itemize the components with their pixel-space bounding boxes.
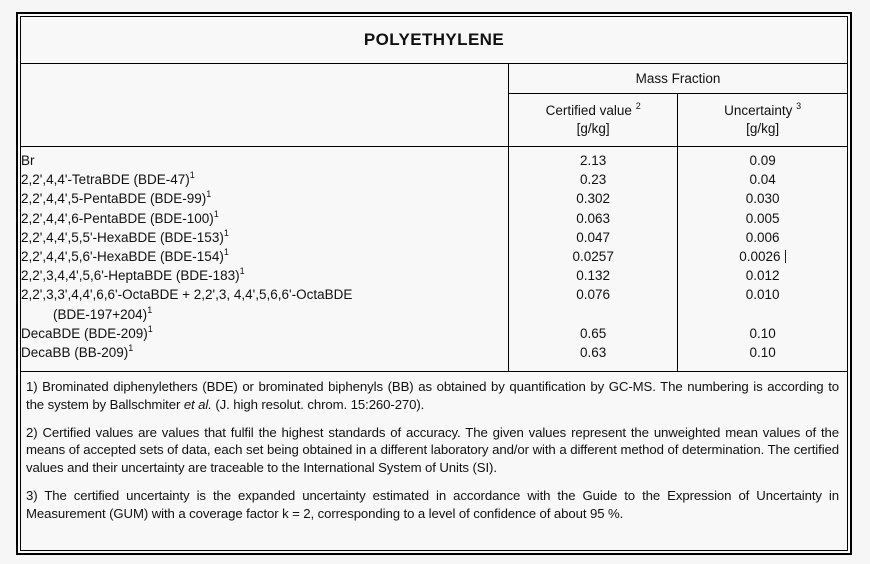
mass-fraction-header: Mass Fraction [509, 64, 847, 94]
footnote-ref-1: 1 [239, 266, 245, 277]
compound-name-cell [21, 343, 509, 372]
uncertainty-value-cell: 0.0026 [678, 247, 847, 266]
table-row [21, 228, 847, 247]
compound-name-cell [21, 247, 509, 266]
compound-name-cell [21, 324, 509, 343]
compound-name-cell [21, 170, 509, 189]
compound-name-line: Br [21, 153, 35, 168]
footnote-ref-1: 1 [189, 170, 195, 181]
data-rows [21, 147, 847, 372]
footnote-text: 3) The certified uncertainty is the expanded uncertainty estimated in accordance with the Guide to the Expression of Uncertainty in Measurement (GUM) with a coverage factor k = 2, corresponding to a level of confidence of about 95 %. [26, 488, 839, 521]
certified-value-cell: 0.23 [509, 170, 678, 189]
table-row [21, 189, 847, 208]
table-row [21, 247, 847, 266]
uncertainty-value-cell: 0.04 [749, 172, 776, 188]
table-row [21, 170, 847, 189]
uncertainty-unit: [g/kg] [746, 121, 780, 136]
page-title: POLYETHYLENE [21, 17, 847, 64]
compound-name-line: $(BDE-197+204)^1$ [53, 304, 153, 322]
compound-name-line: 2,2',4,4',5-PentaBDE $(BDE-99)^1$ [21, 189, 212, 207]
certified-value-unit: [g/kg] [576, 121, 610, 136]
certified-value-cell: 0.65 [509, 324, 678, 343]
certified-value-cell: 2.13 [509, 147, 678, 171]
uncertainty-value-cell: 0.030 [745, 191, 780, 207]
empty-corner-cell [21, 64, 509, 147]
footnote-ref-1: 1 [206, 189, 212, 200]
certified-values-table [21, 17, 847, 372]
uncertainty-value-cell: 0.10 [749, 325, 776, 341]
footnote-ref-1: 1 [213, 208, 219, 219]
footnote-ref-3: 3 [796, 101, 802, 111]
uncertainty-value-cell: 0.09 [749, 153, 776, 168]
document-frame [16, 12, 852, 555]
table-row [21, 343, 847, 372]
compound-name-line: DecaBB $(BB-209)^1$ [21, 343, 134, 361]
compound-name-line: 2,2',4,4'-TetraBDE $(BDE-47)^1$ [21, 170, 195, 188]
compound-name-cell [21, 189, 509, 208]
certificate-table-container [20, 16, 848, 551]
uncertainty-column-header [678, 94, 847, 147]
compound-name-cell [21, 285, 509, 323]
uncertainty-value-cell: 0.010 [745, 287, 780, 303]
uncertainty-value-cell: 0.10 [678, 343, 847, 372]
compound-name-line: 2,2',3,4,4',5,6'-HeptaBDE $(BDE-183)^1$ [21, 266, 245, 284]
group-header-row [21, 64, 847, 94]
compound-name-line: DecaBDE $(BDE-209)^1$ [21, 323, 153, 341]
footnote-ref-1: 1 [223, 227, 229, 238]
uncertainty-value-cell: 0.012 [745, 268, 780, 284]
certified-value-column-header [509, 94, 678, 147]
certified-value-cell: 0.076 [509, 285, 678, 323]
footnote-text: 2) Certified values are values that fulfil the highest standards of accuracy. The given values represent the unweighted mean values of the means of accepted sets of data, each set being obtained in a different laboratory and/or with a different method of determination. The certified values and their uncertainty are traceable to the International System of Units (SI). [26, 425, 839, 475]
footnote [26, 378, 839, 413]
footnote-text: (J. high resolut. chrom. 15:260-270). [211, 396, 425, 412]
footnotes-section [21, 372, 847, 550]
certified-value-cell: 0.63 [509, 343, 678, 372]
compound-name-cell [21, 147, 509, 171]
footnote-text: 1) Brominated diphenylethers (BDE) or brominated biphenyls (BB) as obtained by quantification by GC-MS. The numbering is according to the system by Ballschmiter [26, 379, 839, 412]
compound-name-line: 2,2',4,4',5,6'-HexaBDE $(BDE-154)^1$ [21, 247, 229, 265]
footnote-italic-text: et al. [183, 396, 212, 412]
footnote [26, 424, 839, 476]
certified-value-cell: 0.047 [509, 228, 678, 247]
compound-name-line: 2,2',4,4',5,5'-HexaBDE $(BDE-153)^1$ [21, 227, 229, 245]
uncertainty-value-cell: 0.005 [745, 210, 780, 226]
certified-value-cell: 0.302 [509, 189, 678, 208]
table-row [21, 147, 847, 171]
title-row [21, 17, 847, 64]
footnote [26, 487, 839, 522]
uncertainty-value-cell: 0.006 [745, 229, 780, 245]
certified-value-cell: 0.0257 [509, 247, 678, 266]
table-row [21, 266, 847, 285]
compound-name-cell [21, 209, 509, 228]
table-row [21, 324, 847, 343]
footnote-ref-1: 1 [128, 343, 134, 354]
uncertainty-label: Uncertainty [724, 103, 793, 118]
compound-name-line: 2,2',4,4',6-PentaBDE $(BDE-100)^1$ [21, 208, 219, 226]
cursor-artifact [785, 250, 787, 263]
table-row [21, 285, 847, 323]
compound-name-cell [21, 266, 509, 285]
footnote-ref-1: 1 [147, 304, 153, 315]
compound-name-cell [21, 228, 509, 247]
compound-name-line: 2,2',3,3',4,4',6,6'-OctaBDE + 2,2',3, 4,4',5,6,6'-OctaBDE [21, 287, 353, 303]
footnote-ref-2: 2 [635, 101, 641, 111]
certified-value-label: Certified value [545, 103, 632, 118]
footnote-ref-1: 1 [147, 323, 153, 334]
certified-value-cell: 0.132 [509, 266, 678, 285]
footnote-ref-1: 1 [223, 247, 229, 258]
certified-value-cell: 0.063 [509, 209, 678, 228]
table-row [21, 209, 847, 228]
